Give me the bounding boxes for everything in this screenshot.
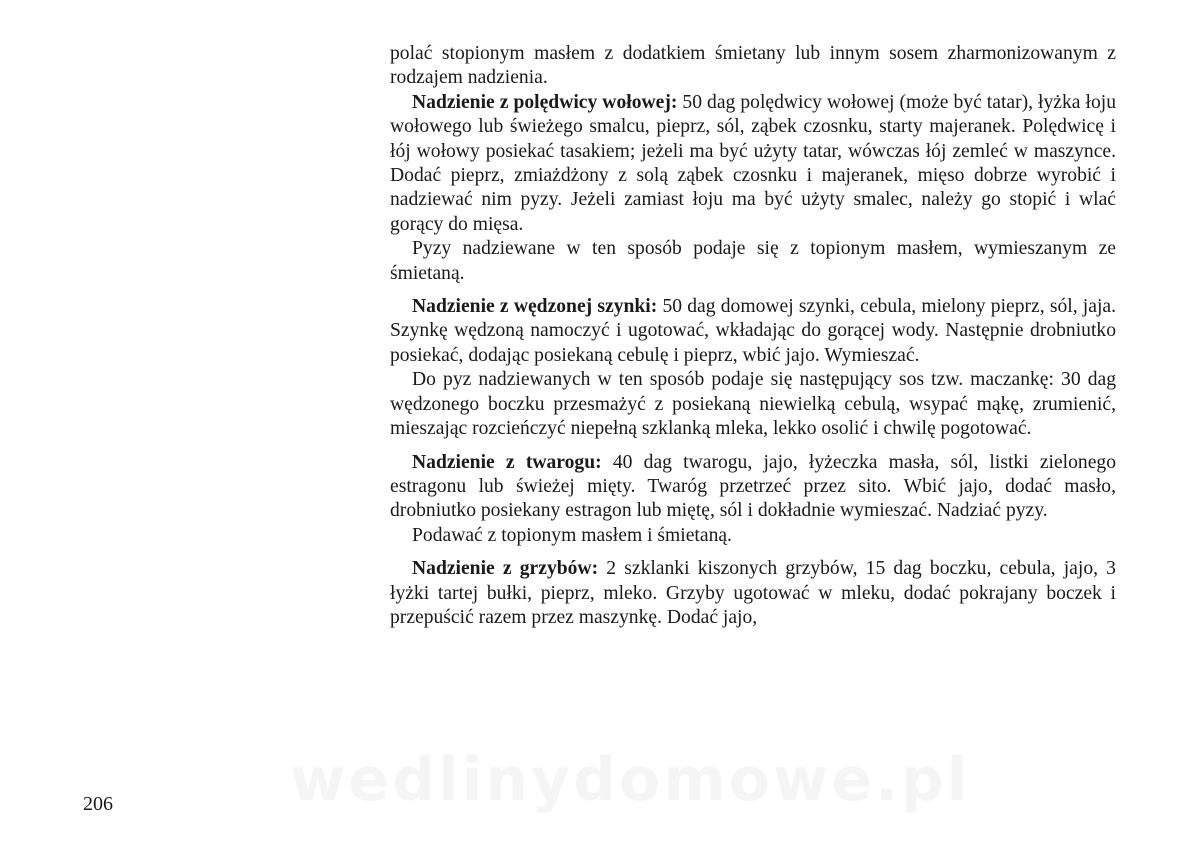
mushroom-filling-heading: Nadzienie z grzybów: [412, 558, 599, 580]
paragraph-text: polać stopionym masłem z dodatkiem śmietany lub innym sosem zharmonizowanym z rodzajem nadzienia. [390, 43, 1116, 89]
paragraph-text: 40 dag twarogu, jajo, łyżeczka masła, sól, listki zielonego estragonu lub świeżej mięty. Twaróg przetrzeć przez sito. Wbić jajo, dodać masło, drobniutko posiekany estragon lub miętę, sól i dokładnie wymieszać. Nadziać pyzy. [390, 451, 1116, 522]
cottage-cheese-serving-paragraph [390, 524, 1116, 548]
beef-filling-heading: Nadzienie z polędwicy wołowej: [412, 91, 678, 113]
paragraph-text: Pyzy nadziewane w ten sposób podaje się z topionym masłem, wymieszanym ze śmietaną. [390, 238, 1116, 284]
beef-serving-paragraph [390, 237, 1116, 286]
ham-sauce-paragraph [390, 368, 1116, 441]
paragraph-text: Do pyz nadziewanych w ten sposób podaje się następujący sos tzw. maczankę: 30 dag wędzonego boczku przesmażyć z posiekaną niewielką cebulą, wsypać mąkę, zrumienić, mieszając rozcieńczyć niepełną szklanką mleka, lekko osolić i chwilę pogotować. [390, 369, 1116, 440]
continuation-paragraph [390, 42, 1116, 91]
cottage-cheese-filling-paragraph [390, 451, 1116, 524]
cottage-cheese-filling-heading: Nadzienie z twarogu: [412, 451, 602, 473]
mushroom-filling-paragraph [390, 557, 1116, 630]
watermark: wedlinydomowe.pl [290, 745, 971, 815]
paragraph-text: Podawać z topionym masłem i śmietaną. [412, 524, 732, 546]
beef-filling-paragraph [390, 91, 1116, 237]
paragraph-text: 50 dag domowej szynki, cebula, mielony pieprz, sól, jaja. Szynkę wędzoną namoczyć i ugotować, wkładając do gorącej wody. Następnie drobniutko posiekać, dodając posiekaną cebulę i pieprz, wbić jajo. Wymieszać. [390, 296, 1116, 366]
paragraph-text: 50 dag polędwicy wołowej (może być tatar), łyżka łoju wołowego lub świeżego smalcu, pieprz, sól, ząbek czosnku, starty majeranek. Polędwicę i łój wołowy posiekać tasakiem; jeżeli ma być użyty tatar, wówczas łój zemleć w maszynce. Dodać pieprz, zmiażdżony z solą ząbek czosnku i majeranek, mięso dobrze wyrobić i nadziewać nim pyzy. Jeżeli zamiast łoju ma być użyty smalec, należy go stopić i wlać gorący do mięsa. [390, 91, 1116, 235]
ham-filling-heading: Nadzienie z wędzonej szynki: [412, 296, 658, 318]
page-number: 206 [83, 793, 113, 815]
ham-filling-paragraph [390, 295, 1116, 368]
recipe-text-block [390, 42, 1116, 630]
paragraph-text: 2 szklanki kiszonych grzybów, 15 dag boczku, cebula, jajo, 3 łyżki tartej bułki, pieprz, mleko. Grzyby ugotować w mleku, dodać pokrajany boczek i przepuścić razem przez maszynkę. Dodać jajo, [390, 558, 1116, 628]
